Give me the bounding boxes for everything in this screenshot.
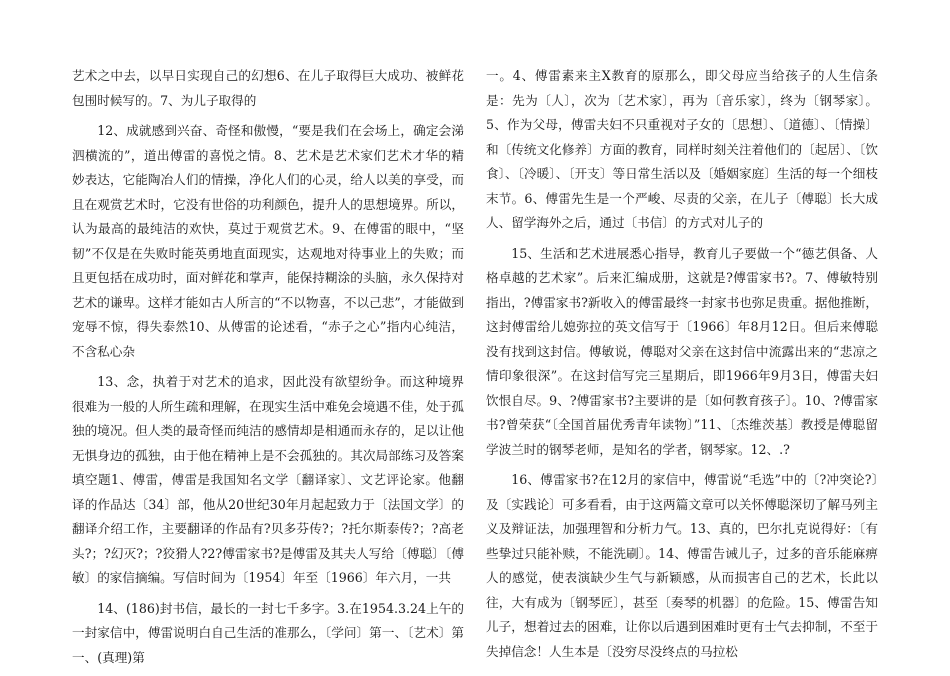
paragraph-right-1: 一。4、傅雷素来主X教育的原那么，即父母应当给孩子的人生信条是：先为〔人〕，次为〔艺术家〕，再为〔音乐家〕，终为〔钢琴家〕。5、作为父母，傅雷夫妇不只重视对子女的〔思想〕、〔道德〕、〔情操〕和〔传统文化修养〕方面的教育，同样时刻关注着他们的〔起居〕、〔饮食〕、〔冷暖〕、〔开支〕等日常生活以及〔婚姻家庭〕生活的每一个细枝末节。6、傅雷先生是一个严峻、尽责的父亲，在儿子〔傅聪〕长大成人、留学海外之后，通过〔书信〕的方式对儿子的 [486,68,878,230]
paragraph-right-3: 16、傅雷家书?在12月的家信中，傅雷说“毛选”中的〔?冲突论?〕及〔实践论〕可多看看，由于这两篇文章可以关怀傅聪深切了解马列主义及辩证法，加强理智和分析力气。13、真的，巴尔扎克说得好：〔有些挚过只能补赎，不能洗刷〕。14、傅雷告诫儿子，过多的音乐能麻痹人的感觉，使表演缺少生气与新颖感，从而损害自己的艺术，长此以往，大有成为〔钢琴匠〕，甚至〔奏琴的机器〕的危险。15、傅雷告知儿子，想着过去的困难，让你以后遇到困难时更有士气去抑制，不至于失掉信念！人生本是〔没穷尽没终点的马拉松 [486,472,878,659]
paragraph-left-3: 13、念，执着于对艺术的追求，因此没有欲望纷争。而这种境界很难为一般的人所生疏和理解，在现实生活中难免会境遇不佳，处于孤独的境况。但人类的最奇怪而纯洁的感情却是相通而永存的，足以让他无惧身边的孤独，由于他在精神上是不会孤独的。其次局部练习及答案填空题1、傅雷，傅雷是我国知名文学〔翻译家〕、文艺评论家。他翻译的作品达〔34〕部，他从20世纪30年月起起致力于〔法国文学〕的翻译介绍工作，主要翻译的作品有?贝多芬传?；?托尔斯泰传?；?高老头?；?幻灭?；?狡猾人?2?傅雷家书?是傅雷及其夫人写给〔傅聪〕〔傅敏〕的家信摘编。写信时间为〔1954〕年至〔1966〕年六月，一共 [72,374,464,585]
paragraph-left-1: 艺术之中去，以早日实现自己的幻想6、在儿子取得巨大成功、被鲜花包围时候写的。7、为儿子取得的 [72,68,464,108]
paragraph-left-2: 12、成就感到兴奋、奇怪和傲慢，“要是我们在会场上，确定会涕泗横流的”，道出傅雷的喜悦之情。8、艺术是艺术家们艺术才华的精妙表达，它能陶冶人们的情操，净化人们的心灵，给人以美的享受，而且在观赏艺术时，它没有世俗的功利颜色，提升人的思想境界。所以，认为最高的最纯洁的欢快，莫过于观赏艺术。9、在傅雷的眼中，“坚韧”不仅是在失败时能英勇地直面现实，达观地对待事业上的失败；而且更包括在成功时，面对鲜花和掌声，能保持糊涂的头脑，永久保持对艺术的谦卑。这样才能如古人所言的“不以物喜，不以己悲”，才能做到宠辱不惊，得失泰然10、从傅雷的论述看，“赤子之心”指内心纯洁，不含私心杂 [72,123,464,359]
left-column [72,64,464,676]
paragraph-right-2: 15、生活和艺术进展悉心指导，教育儿子要做一个“德艺俱备、人格卓越的艺术家”。后来汇编成册，这就是?傅雷家书?。7、傅敏特别指出，?傅雷家书?新收入的傅雷最终一封家书也弥足贵重。据他推断，这封傅雷给儿媳弥拉的英文信写于〔1966〕年8月12日。但后来傅聪没有找到这封信。傅敏说，傅聪对父亲在这封信中流露出来的“悲凉之情印象很深”。在这封信写完三星期后，即1966年9月3日，傅雷夫妇饮恨自尽。9、?傅雷家书?主要讲的是〔如何教育孩子〕。10、?傅雷家书?曾荣获“〔全国首届优秀青年读物〕”11、〔杰维茨基〕教授是傅聪留学波兰时的钢琴老师，是知名的学者，钢琴家。12、.? [486,245,878,457]
right-column [486,64,878,670]
paragraph-left-4: 14、(186)封书信，最长的一封七千多字。3.在1954.3.24上午的一封家信中，傅雷说明白自己生活的准那么，〔学问〕第一、〔艺术〕第一、(真理)第 [72,600,464,665]
